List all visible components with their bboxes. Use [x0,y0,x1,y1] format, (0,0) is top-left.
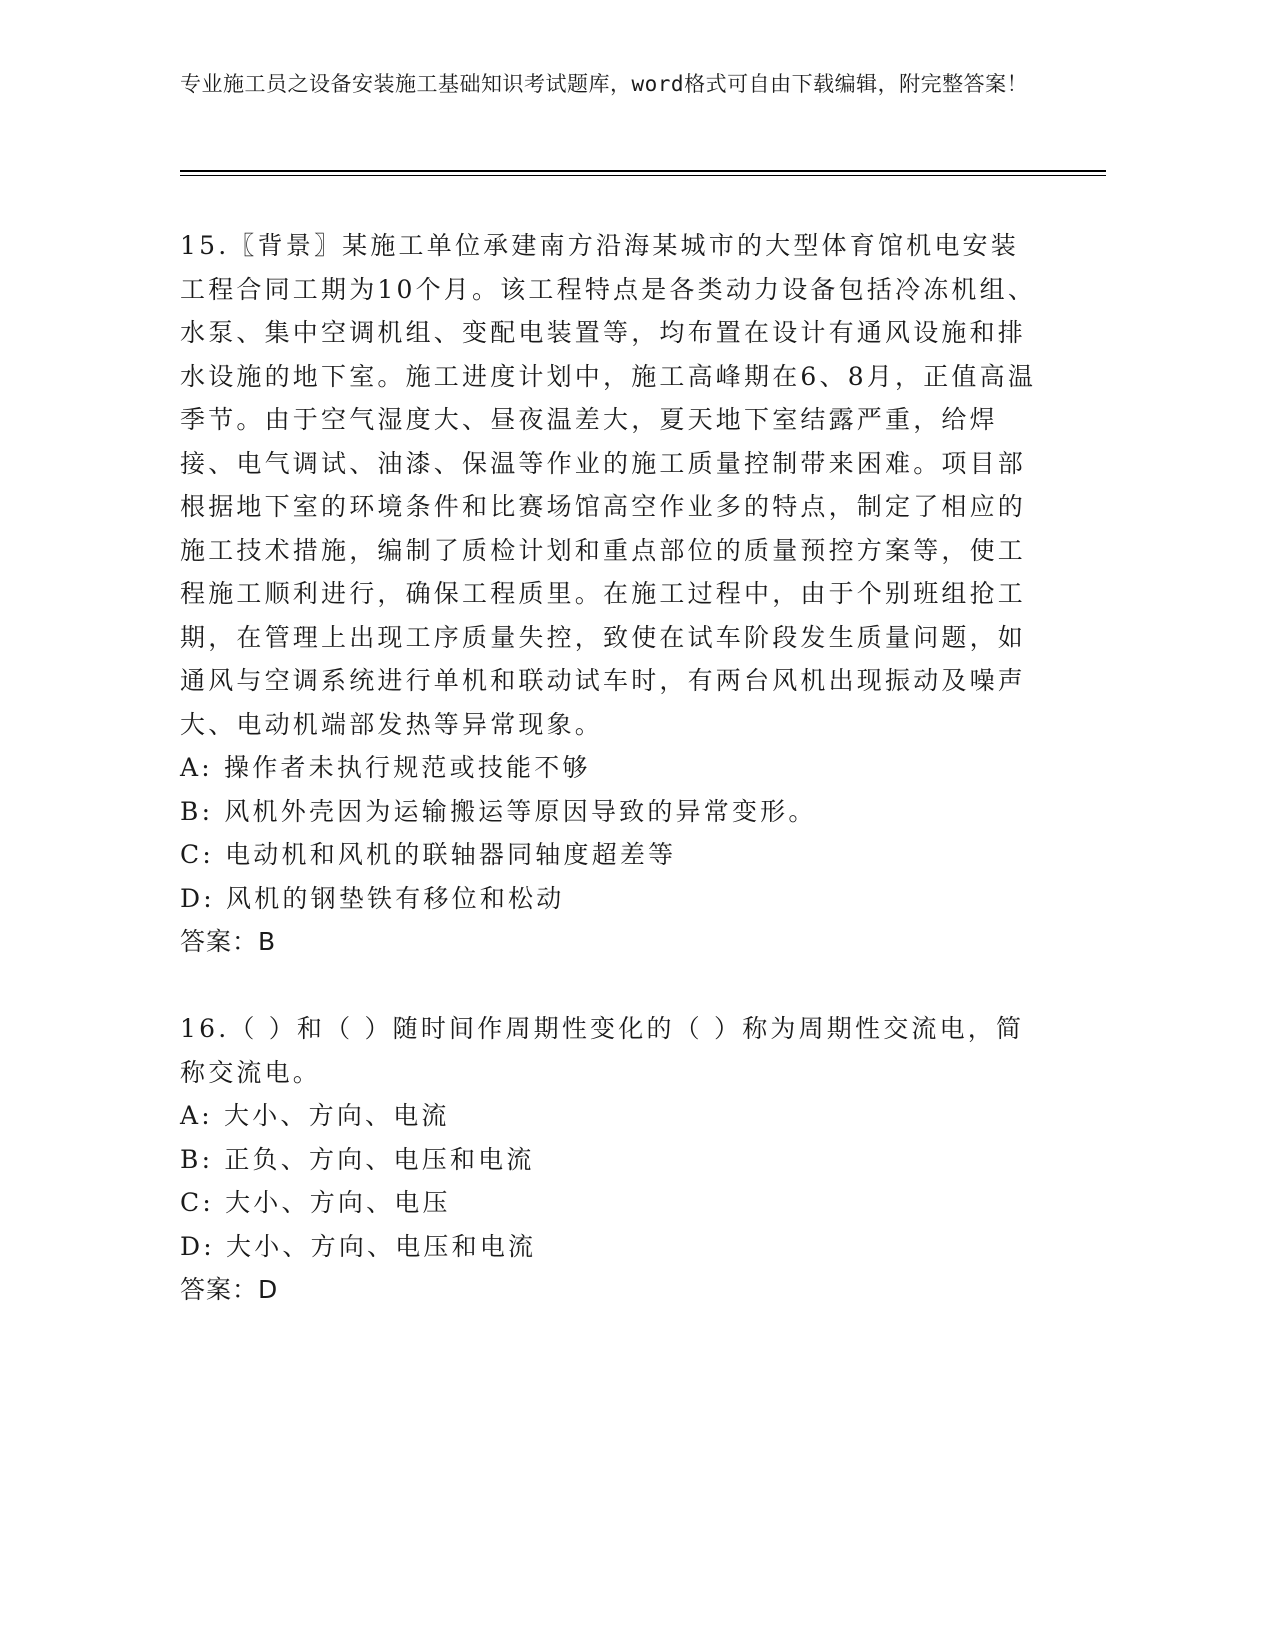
question-15 [180,224,1040,964]
option-a: A: 操作者未执行规范或技能不够 [180,753,591,782]
header-divider-thin [180,175,1106,176]
question-spacer [180,964,1040,1008]
question-list [180,224,1040,1312]
question-stem: 15.〖背景〗某施工单位承建南方沿海某城市的大型体育馆机电安装工程合同工期为10个月。该工程特点是各类动力设备包括冷冻机组、水泵、集中空调机组、变配电装置等，均布置在设计有通风设施和排水设施的地下室。施工进度计划中，施工高峰期在6、8月，正值高温季节。由于空气湿度大、昼夜温差大，夏天地下室结露严重，给焊接、电气调试、油漆、保温等作业的施工质量控制带来困难。项目部根据地下室的环境条件和比赛场馆高空作业多的特点，制定了相应的施工技术措施，编制了质检计划和重点部位的质量预控方案等，使工程施工顺利进行，确保工程质里。在施工过程中，由于个别班组抢工期，在管理上出现工序质量失控，致使在试车阶段发生质量问题，如通风与空调系统进行单机和联动试车时，有两台风机出现振动及噪声大、电动机端部发热等异常现象。 [180,231,1037,739]
option-b: B: 正负、方向、电压和电流 [180,1144,535,1174]
answer-line: 答案：D [180,1275,279,1304]
question-16 [180,1007,1040,1312]
option-c: C: 大小、方向、电压 [180,1188,451,1217]
answer-line: 答案：B [180,927,277,956]
option-d: D: 大小、方向、电压和电流 [180,1231,537,1261]
option-b: B: 风机外壳因为运输搬运等原因导致的异常变形。 [180,796,817,826]
question-stem: 16.（ ）和（ ）随时间作周期性变化的（ ）称为周期性交流电，简称交流电。 [180,1014,1025,1087]
header-divider-thick [180,170,1106,172]
document-header: 专业施工员之设备安装施工基础知识考试题库，word格式可自由下载编辑，附完整答案！ [180,72,1029,96]
option-a: A: 大小、方向、电流 [180,1101,450,1130]
option-c: C: 电动机和风机的联轴器同轴度超差等 [180,840,677,869]
option-d: D: 风机的钢垫铁有移位和松动 [180,883,565,913]
